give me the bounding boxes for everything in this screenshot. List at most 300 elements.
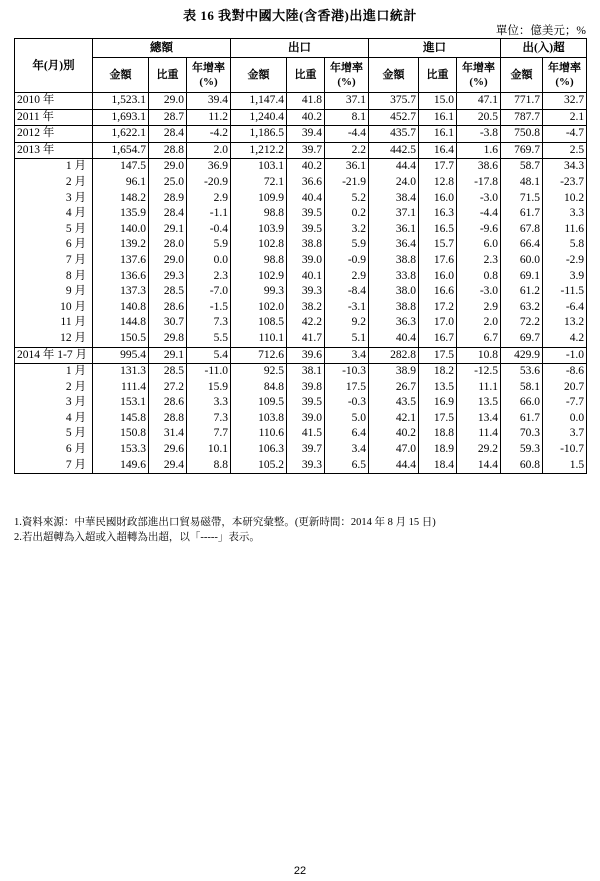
- value-cell: 18.8: [419, 426, 457, 442]
- value-cell: 39.0: [287, 253, 325, 269]
- value-cell: -2.9: [543, 253, 587, 269]
- value-cell: 995.4: [93, 347, 149, 364]
- value-cell: 39.5: [287, 395, 325, 411]
- value-cell: 5.9: [187, 237, 231, 253]
- value-cell: 109.9: [231, 191, 287, 207]
- col-header-amount: 金額: [501, 58, 543, 93]
- value-cell: 5.9: [325, 237, 369, 253]
- period-cell: 8 月: [15, 269, 93, 285]
- value-cell: 1,654.7: [93, 142, 149, 159]
- period-cell: 2014 年 1-7 月: [15, 347, 93, 364]
- period-cell: 12 月: [15, 331, 93, 347]
- value-cell: -0.9: [325, 253, 369, 269]
- period-cell: 6 月: [15, 237, 93, 253]
- value-cell: 17.6: [419, 253, 457, 269]
- col-header-share: 比重: [287, 58, 325, 93]
- period-header: 年(月)別: [15, 39, 93, 93]
- value-cell: 144.8: [93, 315, 149, 331]
- period-cell: 5 月: [15, 222, 93, 238]
- table-row: [15, 159, 587, 175]
- value-cell: 13.5: [457, 395, 501, 411]
- value-cell: 24.0: [369, 175, 419, 191]
- value-cell: 150.8: [93, 426, 149, 442]
- value-cell: 712.6: [231, 347, 287, 364]
- value-cell: 153.3: [93, 442, 149, 458]
- table-row: [15, 380, 587, 396]
- value-cell: 12.8: [419, 175, 457, 191]
- value-cell: 53.6: [501, 364, 543, 380]
- period-cell: 7 月: [15, 458, 93, 474]
- value-cell: 145.8: [93, 411, 149, 427]
- value-cell: 106.3: [231, 442, 287, 458]
- footnotes: [14, 515, 436, 545]
- value-cell: 102.0: [231, 300, 287, 316]
- value-cell: 16.0: [419, 191, 457, 207]
- value-cell: 153.1: [93, 395, 149, 411]
- table-row: [15, 109, 587, 126]
- value-cell: -3.0: [457, 284, 501, 300]
- value-cell: 29.1: [149, 222, 187, 238]
- value-cell: 3.9: [543, 269, 587, 285]
- value-cell: 27.2: [149, 380, 187, 396]
- value-cell: 39.4: [287, 126, 325, 143]
- value-cell: 39.7: [287, 142, 325, 159]
- table-row: [15, 458, 587, 474]
- value-cell: 10.8: [457, 347, 501, 364]
- period-cell: 4 月: [15, 206, 93, 222]
- value-cell: 2.5: [543, 142, 587, 159]
- period-cell: 6 月: [15, 442, 93, 458]
- value-cell: 69.7: [501, 331, 543, 347]
- value-cell: 29.3: [149, 269, 187, 285]
- value-cell: 48.1: [501, 175, 543, 191]
- value-cell: 38.6: [457, 159, 501, 175]
- value-cell: 60.8: [501, 458, 543, 474]
- value-cell: -0.3: [325, 395, 369, 411]
- value-cell: -17.8: [457, 175, 501, 191]
- value-cell: 39.3: [287, 458, 325, 474]
- value-cell: 148.2: [93, 191, 149, 207]
- value-cell: 2.9: [457, 300, 501, 316]
- value-cell: 1.5: [543, 458, 587, 474]
- col-header-growth: 年增率 (%): [543, 58, 587, 93]
- value-cell: 16.7: [419, 331, 457, 347]
- value-cell: 71.5: [501, 191, 543, 207]
- value-cell: -4.4: [457, 206, 501, 222]
- table-row: [15, 253, 587, 269]
- value-cell: 13.2: [543, 315, 587, 331]
- value-cell: -3.8: [457, 126, 501, 143]
- value-cell: 20.5: [457, 109, 501, 126]
- value-cell: 39.5: [287, 206, 325, 222]
- value-cell: 140.8: [93, 300, 149, 316]
- value-cell: 28.9: [149, 191, 187, 207]
- value-cell: 16.1: [419, 126, 457, 143]
- value-cell: 69.1: [501, 269, 543, 285]
- period-cell: 2012 年: [15, 126, 93, 143]
- value-cell: 2.1: [543, 109, 587, 126]
- value-cell: 61.7: [501, 411, 543, 427]
- value-cell: 17.0: [419, 315, 457, 331]
- value-cell: 10.2: [543, 191, 587, 207]
- value-cell: 40.4: [369, 331, 419, 347]
- value-cell: 38.8: [369, 300, 419, 316]
- value-cell: 39.7: [287, 442, 325, 458]
- period-cell: 5 月: [15, 426, 93, 442]
- value-cell: 2.3: [187, 269, 231, 285]
- value-cell: 11.4: [457, 426, 501, 442]
- value-cell: 1,147.4: [231, 93, 287, 110]
- value-cell: 17.5: [419, 347, 457, 364]
- value-cell: 11.2: [187, 109, 231, 126]
- table-row: [15, 191, 587, 207]
- value-cell: 36.4: [369, 237, 419, 253]
- col-header-growth: 年增率 (%): [187, 58, 231, 93]
- value-cell: 39.8: [287, 380, 325, 396]
- footnote-source: 1.資料來源：中華民國財政部進出口貿易磁帶，本研究彙整。(更新時間：2014 年 8 月 15 日): [14, 517, 436, 528]
- col-header-amount: 金額: [231, 58, 287, 93]
- value-cell: 2.2: [325, 142, 369, 159]
- value-cell: 29.0: [149, 93, 187, 110]
- value-cell: 14.4: [457, 458, 501, 474]
- value-cell: 28.4: [149, 206, 187, 222]
- table-row: [15, 364, 587, 380]
- col-header-amount: 金額: [93, 58, 149, 93]
- value-cell: 38.1: [287, 364, 325, 380]
- value-cell: 7.7: [187, 426, 231, 442]
- value-cell: 67.8: [501, 222, 543, 238]
- value-cell: 61.7: [501, 206, 543, 222]
- value-cell: 61.2: [501, 284, 543, 300]
- value-cell: 28.8: [149, 142, 187, 159]
- value-cell: 28.0: [149, 237, 187, 253]
- value-cell: 4.2: [543, 331, 587, 347]
- value-cell: 140.0: [93, 222, 149, 238]
- period-cell: 2013 年: [15, 142, 93, 159]
- value-cell: 33.8: [369, 269, 419, 285]
- table-row: [15, 93, 587, 110]
- value-cell: 39.6: [287, 347, 325, 364]
- value-cell: 15.7: [419, 237, 457, 253]
- period-cell: 11 月: [15, 315, 93, 331]
- value-cell: 750.8: [501, 126, 543, 143]
- value-cell: 7.3: [187, 315, 231, 331]
- value-cell: 98.8: [231, 253, 287, 269]
- value-cell: 70.3: [501, 426, 543, 442]
- value-cell: -8.4: [325, 284, 369, 300]
- value-cell: 29.8: [149, 331, 187, 347]
- value-cell: 2.9: [325, 269, 369, 285]
- value-cell: 60.0: [501, 253, 543, 269]
- value-cell: 149.6: [93, 458, 149, 474]
- value-cell: 2.0: [457, 315, 501, 331]
- value-cell: 36.6: [287, 175, 325, 191]
- value-cell: -1.5: [187, 300, 231, 316]
- table-row: [15, 395, 587, 411]
- value-cell: 2.9: [187, 191, 231, 207]
- value-cell: 15.9: [187, 380, 231, 396]
- value-cell: 787.7: [501, 109, 543, 126]
- value-cell: 769.7: [501, 142, 543, 159]
- value-cell: 17.7: [419, 159, 457, 175]
- value-cell: 18.2: [419, 364, 457, 380]
- value-cell: -12.5: [457, 364, 501, 380]
- value-cell: -20.9: [187, 175, 231, 191]
- value-cell: 5.0: [325, 411, 369, 427]
- value-cell: 3.3: [543, 206, 587, 222]
- value-cell: 103.8: [231, 411, 287, 427]
- table-row: [15, 300, 587, 316]
- table-row: [15, 222, 587, 238]
- value-cell: 38.0: [369, 284, 419, 300]
- value-cell: 3.3: [187, 395, 231, 411]
- value-cell: 38.8: [287, 237, 325, 253]
- value-cell: 6.7: [457, 331, 501, 347]
- value-cell: 6.5: [325, 458, 369, 474]
- value-cell: 442.5: [369, 142, 419, 159]
- value-cell: 28.5: [149, 284, 187, 300]
- value-cell: 38.4: [369, 191, 419, 207]
- value-cell: 136.6: [93, 269, 149, 285]
- value-cell: 111.4: [93, 380, 149, 396]
- value-cell: 72.2: [501, 315, 543, 331]
- value-cell: 36.1: [325, 159, 369, 175]
- value-cell: 58.1: [501, 380, 543, 396]
- value-cell: 29.1: [149, 347, 187, 364]
- value-cell: 84.8: [231, 380, 287, 396]
- value-cell: 429.9: [501, 347, 543, 364]
- period-cell: 2 月: [15, 175, 93, 191]
- group-header-total: 總額: [93, 39, 231, 58]
- value-cell: 3.2: [325, 222, 369, 238]
- value-cell: 1,212.2: [231, 142, 287, 159]
- period-cell: 1 月: [15, 159, 93, 175]
- value-cell: 32.7: [543, 93, 587, 110]
- value-cell: 47.0: [369, 442, 419, 458]
- value-cell: 38.2: [287, 300, 325, 316]
- table-row: [15, 442, 587, 458]
- period-cell: 4 月: [15, 411, 93, 427]
- value-cell: 1,622.1: [93, 126, 149, 143]
- value-cell: 39.5: [287, 222, 325, 238]
- table-row: [15, 315, 587, 331]
- value-cell: 47.1: [457, 93, 501, 110]
- table-row: [15, 206, 587, 222]
- value-cell: 40.2: [287, 159, 325, 175]
- value-cell: 147.5: [93, 159, 149, 175]
- value-cell: 18.9: [419, 442, 457, 458]
- value-cell: 17.5: [419, 411, 457, 427]
- col-header-share: 比重: [149, 58, 187, 93]
- value-cell: 37.1: [325, 93, 369, 110]
- value-cell: 0.0: [543, 411, 587, 427]
- value-cell: 28.8: [149, 411, 187, 427]
- value-cell: 42.1: [369, 411, 419, 427]
- value-cell: -3.0: [457, 191, 501, 207]
- value-cell: 6.4: [325, 426, 369, 442]
- value-cell: -10.3: [325, 364, 369, 380]
- period-cell: 3 月: [15, 191, 93, 207]
- period-cell: 9 月: [15, 284, 93, 300]
- value-cell: 282.8: [369, 347, 419, 364]
- group-header-export: 出口: [231, 39, 369, 58]
- value-cell: 103.9: [231, 222, 287, 238]
- value-cell: 28.7: [149, 109, 187, 126]
- value-cell: 36.3: [369, 315, 419, 331]
- table-row: [15, 426, 587, 442]
- value-cell: 139.2: [93, 237, 149, 253]
- value-cell: 102.9: [231, 269, 287, 285]
- value-cell: 41.5: [287, 426, 325, 442]
- value-cell: 18.4: [419, 458, 457, 474]
- value-cell: 3.7: [543, 426, 587, 442]
- page-number: 22: [293, 865, 307, 877]
- value-cell: 102.8: [231, 237, 287, 253]
- value-cell: 40.1: [287, 269, 325, 285]
- value-cell: 96.1: [93, 175, 149, 191]
- value-cell: -6.4: [543, 300, 587, 316]
- value-cell: 72.1: [231, 175, 287, 191]
- value-cell: -3.1: [325, 300, 369, 316]
- value-cell: 44.4: [369, 458, 419, 474]
- period-cell: 2011 年: [15, 109, 93, 126]
- value-cell: 16.9: [419, 395, 457, 411]
- table-row: [15, 175, 587, 191]
- value-cell: 28.4: [149, 126, 187, 143]
- table-row: [15, 126, 587, 143]
- value-cell: -23.7: [543, 175, 587, 191]
- value-cell: -4.7: [543, 126, 587, 143]
- period-cell: 1 月: [15, 364, 93, 380]
- col-header-share: 比重: [419, 58, 457, 93]
- value-cell: 63.2: [501, 300, 543, 316]
- table-row: [15, 411, 587, 427]
- value-cell: 16.4: [419, 142, 457, 159]
- value-cell: 7.3: [187, 411, 231, 427]
- value-cell: 3.4: [325, 442, 369, 458]
- value-cell: 105.2: [231, 458, 287, 474]
- value-cell: 29.0: [149, 253, 187, 269]
- value-cell: 1,186.5: [231, 126, 287, 143]
- value-cell: 771.7: [501, 93, 543, 110]
- table-row: [15, 347, 587, 364]
- col-header-growth: 年增率 (%): [325, 58, 369, 93]
- value-cell: 8.1: [325, 109, 369, 126]
- value-cell: 42.2: [287, 315, 325, 331]
- value-cell: 39.0: [287, 411, 325, 427]
- value-cell: 135.9: [93, 206, 149, 222]
- table-row: [15, 331, 587, 347]
- value-cell: 16.1: [419, 109, 457, 126]
- value-cell: 20.7: [543, 380, 587, 396]
- value-cell: 17.2: [419, 300, 457, 316]
- value-cell: -9.6: [457, 222, 501, 238]
- value-cell: 137.6: [93, 253, 149, 269]
- value-cell: -11.5: [543, 284, 587, 300]
- col-header-amount: 金額: [369, 58, 419, 93]
- value-cell: -4.4: [325, 126, 369, 143]
- value-cell: 2.3: [457, 253, 501, 269]
- value-cell: -21.9: [325, 175, 369, 191]
- value-cell: 3.4: [325, 347, 369, 364]
- value-cell: 13.5: [419, 380, 457, 396]
- value-cell: 31.4: [149, 426, 187, 442]
- value-cell: 40.2: [287, 109, 325, 126]
- value-cell: 5.2: [325, 191, 369, 207]
- value-cell: 137.3: [93, 284, 149, 300]
- value-cell: 131.3: [93, 364, 149, 380]
- value-cell: 41.8: [287, 93, 325, 110]
- value-cell: 92.5: [231, 364, 287, 380]
- value-cell: 5.5: [187, 331, 231, 347]
- value-cell: 34.3: [543, 159, 587, 175]
- value-cell: 1.6: [457, 142, 501, 159]
- value-cell: 13.4: [457, 411, 501, 427]
- value-cell: 109.5: [231, 395, 287, 411]
- value-cell: 5.8: [543, 237, 587, 253]
- value-cell: 66.0: [501, 395, 543, 411]
- value-cell: 15.0: [419, 93, 457, 110]
- value-cell: 29.4: [149, 458, 187, 474]
- value-cell: 38.9: [369, 364, 419, 380]
- period-cell: 2 月: [15, 380, 93, 396]
- value-cell: 38.8: [369, 253, 419, 269]
- value-cell: 10.1: [187, 442, 231, 458]
- value-cell: -1.1: [187, 206, 231, 222]
- value-cell: 29.6: [149, 442, 187, 458]
- value-cell: 98.8: [231, 206, 287, 222]
- value-cell: 0.8: [457, 269, 501, 285]
- value-cell: 5.1: [325, 331, 369, 347]
- value-cell: 16.5: [419, 222, 457, 238]
- value-cell: 25.0: [149, 175, 187, 191]
- value-cell: -7.7: [543, 395, 587, 411]
- value-cell: 0.2: [325, 206, 369, 222]
- value-cell: 36.1: [369, 222, 419, 238]
- value-cell: 16.3: [419, 206, 457, 222]
- value-cell: 103.1: [231, 159, 287, 175]
- value-cell: -11.0: [187, 364, 231, 380]
- table-row: [15, 269, 587, 285]
- value-cell: 28.5: [149, 364, 187, 380]
- value-cell: 110.6: [231, 426, 287, 442]
- footnote-sign: 2.若出超轉為入超或入超轉為出超，以「-----」表示。: [14, 532, 260, 543]
- group-header-balance: 出(入)超: [501, 39, 587, 58]
- table-body: [15, 93, 587, 474]
- value-cell: 11.1: [457, 380, 501, 396]
- value-cell: 6.0: [457, 237, 501, 253]
- value-cell: 44.4: [369, 159, 419, 175]
- value-cell: 17.5: [325, 380, 369, 396]
- value-cell: 41.7: [287, 331, 325, 347]
- value-cell: -7.0: [187, 284, 231, 300]
- value-cell: -10.7: [543, 442, 587, 458]
- table-row: [15, 142, 587, 159]
- value-cell: 59.3: [501, 442, 543, 458]
- value-cell: 28.6: [149, 300, 187, 316]
- value-cell: 39.3: [287, 284, 325, 300]
- value-cell: 1,693.1: [93, 109, 149, 126]
- value-cell: 11.6: [543, 222, 587, 238]
- value-cell: 43.5: [369, 395, 419, 411]
- value-cell: 150.5: [93, 331, 149, 347]
- value-cell: 99.3: [231, 284, 287, 300]
- value-cell: 108.5: [231, 315, 287, 331]
- value-cell: 1,523.1: [93, 93, 149, 110]
- group-header-import: 進口: [369, 39, 501, 58]
- value-cell: 66.4: [501, 237, 543, 253]
- value-cell: 1,240.4: [231, 109, 287, 126]
